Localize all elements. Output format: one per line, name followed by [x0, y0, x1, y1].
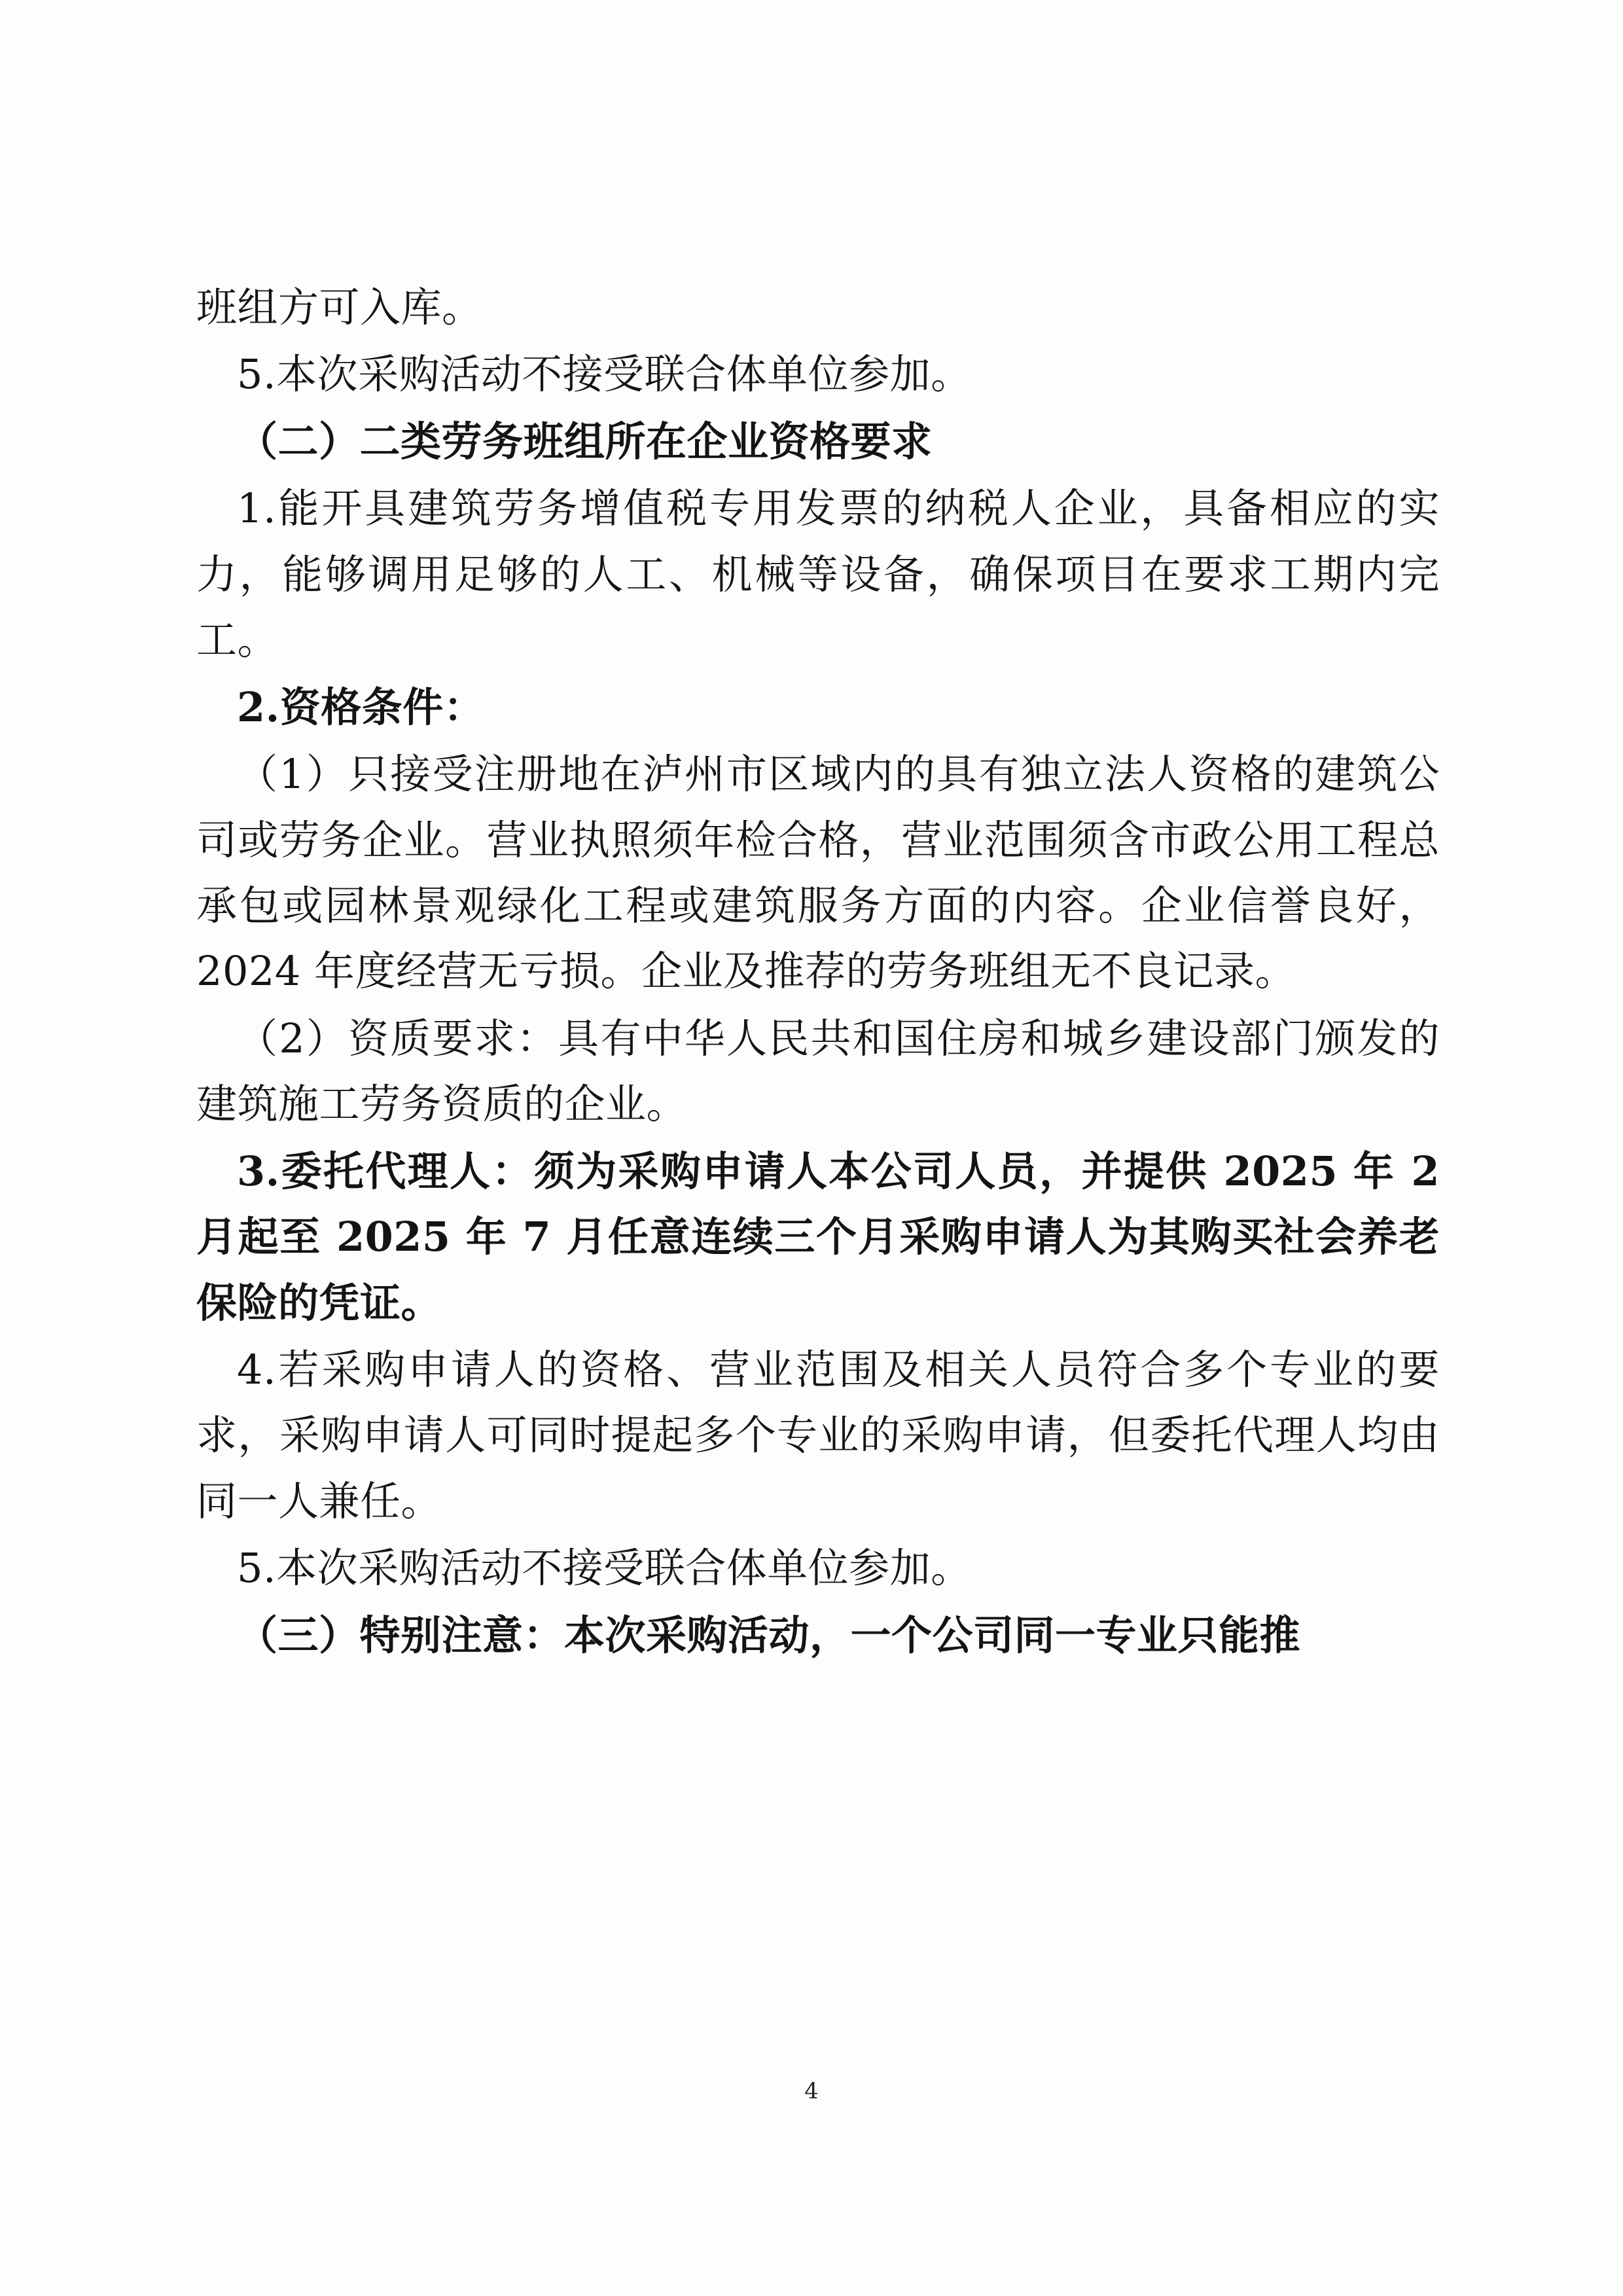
page-body [196, 275, 1440, 1670]
section-heading-three: （三）特别注意：本次采购活动，一个公司同一专业只能推 [237, 1611, 1301, 1659]
paragraph-continuation: 班组方可入库。 [196, 283, 483, 331]
paragraph-sub-item-1: （1）只接受注册地在泸州市区域内的具有独立法人资格的建筑公司或劳务企业。营业执照须年检合格，营业范围须含市政公用工程总承包或园林景观绿化工程或建筑服务方面的内容。企业信誉良好，2024 年度经营无亏损。企业及推荐的劳务班组无不良记录。 [196, 750, 1440, 996]
paragraph-item-4: 4.若采购申请人的资格、营业范围及相关人员符合多个专业的要求，采购申请人可同时提起多个专业的采购申请，但委托代理人均由同一人兼任。 [196, 1346, 1440, 1525]
page-number: 4 [804, 2078, 819, 2104]
paragraph-item-5-second: 5.本次采购活动不接受联合体单位参加。 [237, 1544, 972, 1592]
paragraph-item-3-agent: 3.委托代理人：须为采购申请人本公司人员，并提供 2025 年 2 月起至 2025 年 7 月任意连续三个月采购申请人为其购买社会养老保险的凭证。 [196, 1147, 1440, 1327]
paragraph-item-2-heading: 2.资格条件： [237, 683, 485, 731]
paragraph-item-1: 1.能开具建筑劳务增值税专用发票的纳税人企业，具备相应的实力，能够调用足够的人工、机械等设备，确保项目在要求工期内完工。 [196, 484, 1440, 664]
paragraph-item-5-first: 5.本次采购活动不接受联合体单位参加。 [237, 350, 972, 399]
paragraph-sub-item-2: （2）资质要求：具有中华人民共和国住房和城乡建设部门颁发的建筑施工劳务资质的企业。 [196, 1014, 1440, 1128]
section-heading-two: （二）二类劳务班组所在企业资格要求 [237, 417, 933, 465]
